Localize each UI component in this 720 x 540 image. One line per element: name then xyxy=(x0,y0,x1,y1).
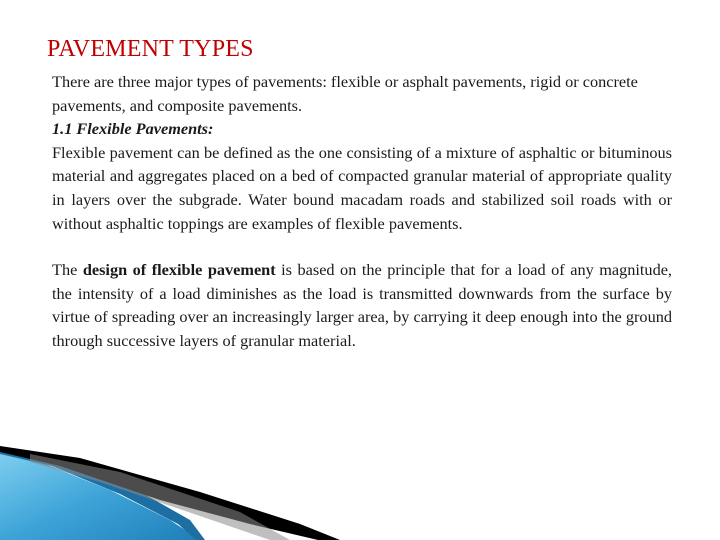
design-paragraph-rest: is based on the principle that for a load of any magnitude, the intensity of a load diminishes as the load is transmitted downwards from the surface by virtue of spreading over an increasingly larger area, by carrying it deep enough into the ground through successive layers of granular material. xyxy=(52,260,673,350)
intro-paragraph: There are three major types of pavements: flexible or asphalt pavements, rigid or concrete pavements, and composite pavements. xyxy=(52,72,638,115)
corner-decoration xyxy=(0,420,720,540)
flexible-pavement-definition: Flexible pavement can be defined as the one consisting of a mixture of asphaltic or bituminous material and aggregates placed on a bed of compacted granular material of appropriate quality in layers over the subgrade. Water bound macadam roads and stabilized soil roads with or without asphaltic toppings are examples of flexible pavements. xyxy=(52,142,672,233)
design-paragraph-bold-term: design of flexible pavement xyxy=(82,260,276,280)
design-paragraph-lead: The xyxy=(52,260,83,280)
section-heading: 1.1 Flexible Pavements: xyxy=(52,119,214,139)
flexible-pavement-design-paragraph xyxy=(52,258,672,352)
slide-title: PAVEMENT TYPES xyxy=(47,36,254,62)
slide-body xyxy=(52,70,672,353)
